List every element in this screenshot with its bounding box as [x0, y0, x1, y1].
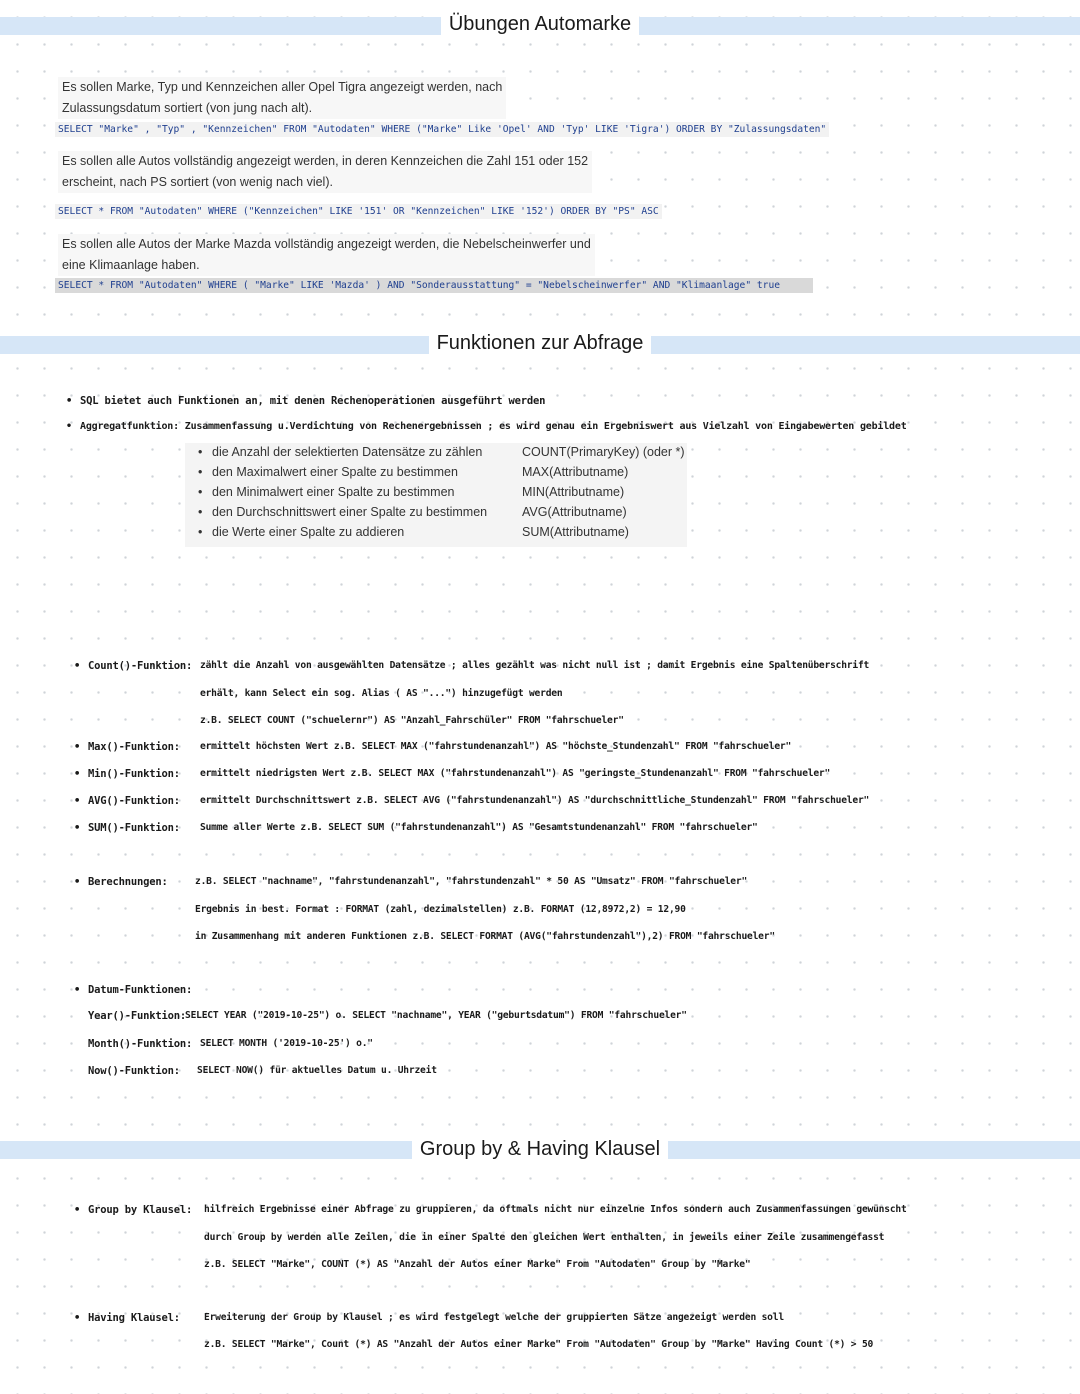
aggregate-func: MAX(Attributname) [522, 465, 629, 479]
month-function-text: SELECT MONTH ('2019-10-25') o." [200, 1038, 373, 1049]
task-2: Es sollen alle Autos vollständig angezeigt werden, in deren Kennzeichen die Zahl 151 oder 152 erscheint, nach PS sortiert (von wenig nach viel). [58, 151, 592, 193]
date-functions-label: • Datum-Funktionen: [88, 984, 192, 996]
avg-function-text: ermittelt Durchschnittswert z.B. SELECT AVG ("fahrstundenanzahl") AS "durchschnittliche_Stundenzahl" FROM "fahrschueler" [200, 795, 870, 806]
section-title: Funktionen zur Abfrage [0, 332, 1080, 355]
calculations-text: Ergebnis in best. Format : FORMAT (zahl, dezimalstellen) z.B. FORMAT (12,8972,2) = 12,90 [195, 904, 686, 915]
having-text: Erweiterung der Group by Klausel ; es wird festgelegt welche der gruppierten Sätze angezeigt werden soll [204, 1312, 784, 1323]
aggregate-desc: • den Durchschnittswert einer Spalte zu bestimmen [212, 505, 487, 519]
aggregate-desc: • die Anzahl der selektierten Datensätze zu zählen [212, 445, 482, 459]
avg-function-label: • AVG()-Funktion: [88, 795, 180, 807]
year-function-label: Year()-Funktion: [88, 1010, 186, 1022]
section-title: Übungen Automarke [0, 13, 1080, 36]
having-example: z.B. SELECT "Marke", Count (*) AS "Anzahl der Autos einer Marke" From "Autodaten" Group by "Marke" Having Count (*) > 50 [204, 1339, 874, 1350]
aggregate-func: MIN(Attributname) [522, 485, 625, 499]
now-function-text: SELECT NOW() für aktuelles Datum u. Uhrzeit [197, 1065, 437, 1076]
calculations-text: in Zusammenhang mit anderen Funktionen z.B. SELECT FORMAT (AVG("fahrstundenzahl"),2) FROM "fahrschueler" [195, 931, 775, 942]
bullet-sql-functions: • SQL bietet auch Funktionen an, mit denen Rechenoperationen ausgeführt werden [80, 395, 545, 407]
count-function-text: erhält, kann Select ein sog. Alias ( AS "...") hinzugefügt werden [200, 688, 563, 699]
aggregate-desc: • den Maximalwert einer Spalte zu bestimmen [212, 465, 458, 479]
month-function-label: Month()-Funktion: [88, 1038, 193, 1050]
aggregate-desc: • die Werte einer Spalte zu addieren [212, 525, 404, 539]
group-by-text: hilfreich Ergebnisse einer Abfrage zu gruppieren, da oftmals nicht nur einzelne Infos sondern auch Zusammenfassungen gewünscht [204, 1204, 907, 1215]
group-by-label: • Group by Klausel: [88, 1204, 192, 1216]
min-function-label: • Min()-Funktion: [88, 768, 180, 780]
sql-query-3: SELECT * FROM "Autodaten" WHERE ( "Marke" LIKE 'Mazda' ) AND "Sonderausstattung" = "Nebelscheinwerfer" AND "Klimaanlage" true [55, 278, 813, 293]
sql-query-2: SELECT * FROM "Autodaten" WHERE ("Kennzeichen" LIKE '151' OR "Kennzeichen" LIKE '152') ORDER BY "PS" ASC [55, 204, 662, 219]
max-function-text: ermittelt höchsten Wert z.B. SELECT MAX ("fahrstundenanzahl") AS "höchste_Stundenzahl" FROM "fahrschueler" [200, 741, 792, 752]
calculations-text: z.B. SELECT "nachname", "fahrstundenanzahl", "fahrstundenzahl" * 50 AS "Umsatz" FROM "fahrschueler" [195, 876, 748, 887]
count-function-example: z.B. SELECT COUNT ("schuelernr") AS "Anzahl_Fahrschüler" FROM "fahrschueler" [200, 715, 624, 726]
aggregate-func: SUM(Attributname) [522, 525, 629, 539]
year-function-text: SELECT YEAR ("2019-10-25") o. SELECT "nachname", YEAR ("geburtsdatum") FROM "fahrschueler" [185, 1010, 687, 1021]
group-by-example: z.B. SELECT "Marke", COUNT (*) AS "Anzahl der Autos einer Marke" From "Autodaten" Group by "Marke" [204, 1259, 751, 1270]
calculations-label: • Berechnungen: [88, 876, 168, 888]
aggregate-func: COUNT(PrimaryKey) (oder *) [522, 445, 685, 459]
bullet-aggregate-function: • Aggregatfunktion: Zusammenfassung u.Verdichtung von Rechenergebnissen ; es wird genau ein Ergebniswert aus Vielzahl von Eingabewerten gebildet [80, 421, 907, 432]
now-function-label: Now()-Funktion: [88, 1065, 180, 1077]
count-function-text: zählt die Anzahl von ausgewählten Datensätze ; alles gezählt was nicht null ist ; damit Ergebnis eine Spaltenüberschrift [200, 660, 870, 671]
min-function-text: ermittelt niedrigsten Wert z.B. SELECT MAX ("fahrstundenanzahl") AS "geringste_Stundenanzahl" FROM "fahrschueler" [200, 768, 831, 779]
count-function-label: • Count()-Funktion: [88, 660, 192, 672]
max-function-label: • Max()-Funktion: [88, 741, 180, 753]
task-1: Es sollen Marke, Typ und Kennzeichen aller Opel Tigra angezeigt werden, nach Zulassungsdatum sortiert (von jung nach alt). [58, 77, 506, 119]
task-3: Es sollen alle Autos der Marke Mazda vollständig angezeigt werden, die Nebelscheinwerfer und eine Klimaanlage haben. [58, 234, 595, 276]
aggregate-desc: • den Minimalwert einer Spalte zu bestimmen [212, 485, 454, 499]
having-label: • Having Klausel: [88, 1312, 180, 1324]
aggregate-func: AVG(Attributname) [522, 505, 627, 519]
sum-function-text: Summe aller Werte z.B. SELECT SUM ("fahrstundenanzahl") AS "Gesamtstundenanzahl" FROM "fahrschueler" [200, 822, 758, 833]
sql-query-1: SELECT "Marke" , "Typ" , "Kennzeichen" FROM "Autodaten" WHERE ("Marke" Like 'Opel' AND 'Typ' LIKE 'Tigra') ORDER BY "Zulassungsdaten" [55, 122, 829, 137]
group-by-text: durch Group by werden alle Zeilen, die in einer Spalte den gleichen Wert enthalten, in jeweils einer Zeile zusammengefasst [204, 1232, 885, 1243]
sum-function-label: • SUM()-Funktion: [88, 822, 180, 834]
section-title: Group by & Having Klausel [0, 1138, 1080, 1161]
